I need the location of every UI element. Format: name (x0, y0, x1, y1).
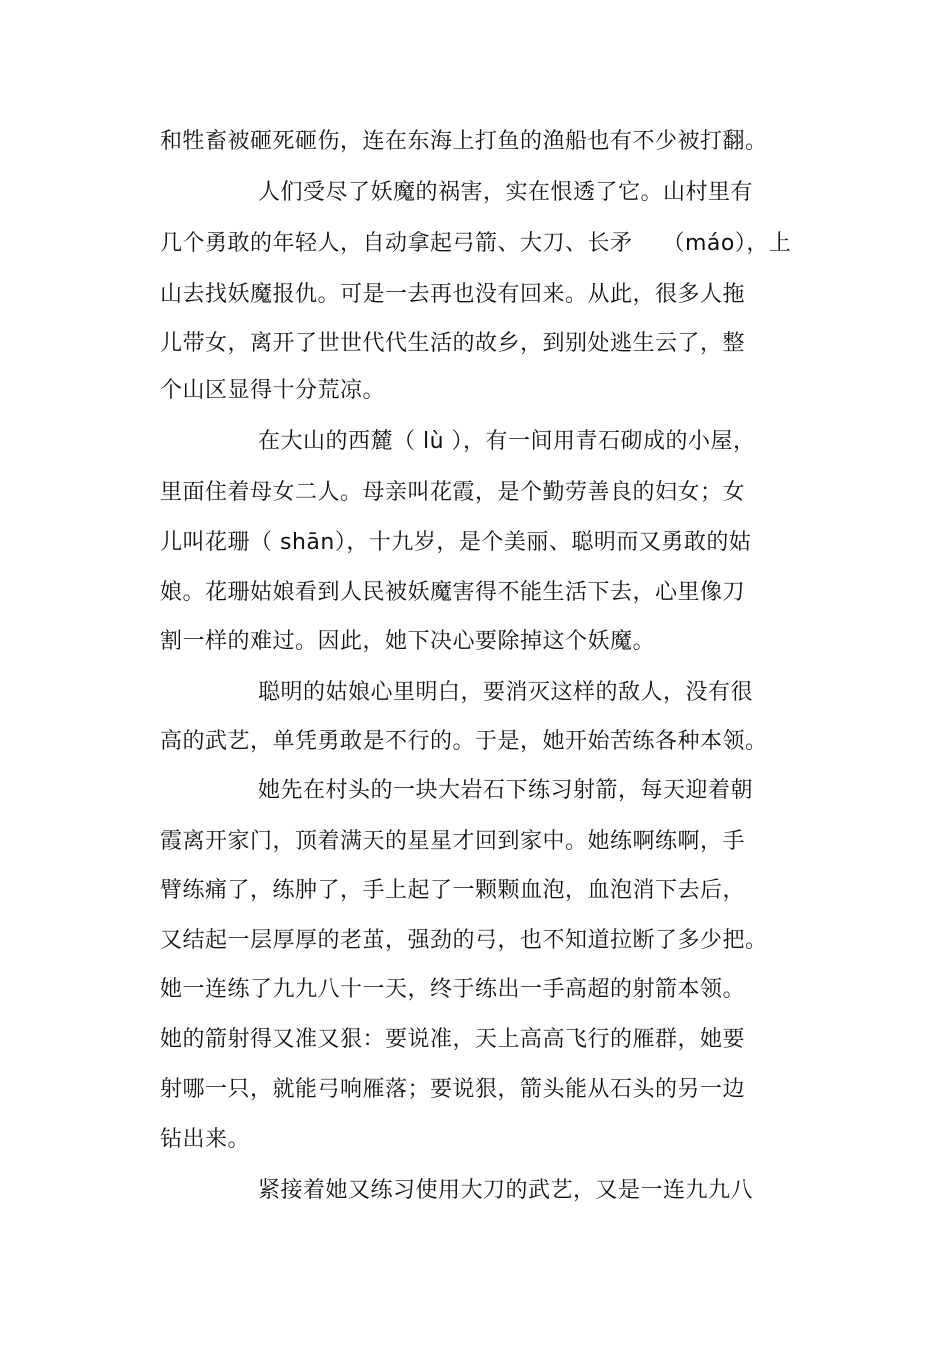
text-line: 娘。花珊姑娘看到人民被妖魔害得不能生活下去，心里像刀 (160, 580, 746, 605)
text-line: 她的箭射得又准又狠：要说准，天上高高飞行的雁群，她要 (160, 1027, 746, 1052)
text-line: 和牲畜被砸死砸伤，连在东海上打鱼的渔船也有不少被打翻。 (160, 129, 768, 154)
paragraph-start-line: 紧接着她又练习使用大刀的武艺，又是一连九九八 (258, 1178, 754, 1203)
text-line: 割一样的难过。因此，她下决心要除掉这个妖魔。 (160, 629, 656, 654)
text-line: 又结起一层厚厚的老茧，强劲的弓，也不知道拉断了多少把。 (160, 928, 768, 953)
text-line: 霞离开家门，顶着满天的星星才回到家中。她练啊练啊，手 (160, 829, 746, 854)
text-line: 几个勇敢的年轻人，自动拿起弓箭、大刀、长矛 （máo），上 (160, 231, 792, 256)
text-line: 儿带女，离开了世世代代生活的故乡，到别处逃生云了，整 (160, 331, 746, 356)
text-line: 高的武艺，单凭勇敢是不行的。于是，她开始苦练各种本领。 (160, 729, 768, 754)
paragraph-start-line: 人们受尽了妖魔的祸害，实在恨透了它。山村里有 (258, 180, 754, 205)
text-line: 臂练痛了，练肿了，手上起了一颗颗血泡，血泡消下去后， (160, 878, 746, 903)
paragraph-start-line: 聪明的姑娘心里明白，要消灭这样的敌人，没有很 (258, 680, 754, 705)
text-line: 个山区显得十分荒凉。 (160, 378, 386, 403)
text-line: 钻出来。 (160, 1127, 251, 1152)
text-line: 山去找妖魔报仇。可是一去再也没有回来。从此，很多人拖 (160, 282, 746, 307)
text-line: 儿叫花珊（ shān），十九岁，是个美丽、聪明而又勇敢的姑 (160, 530, 752, 555)
text-line: 里面住着母女二人。母亲叫花霞，是个勤劳善良的妇女；女 (160, 480, 746, 505)
paragraph-start-line: 她先在村头的一块大岩石下练习射箭，每天迎着朝 (258, 778, 754, 803)
text-line: 射哪一只，就能弓响雁落；要说狠，箭头能从石头的另一边 (160, 1077, 746, 1102)
paragraph-start-line: 在大山的西麓（ lù ），有一间用青石砌成的小屋， (258, 429, 756, 454)
text-line: 她一连练了九九八十一天，终于练出一手高超的射箭本领。 (160, 977, 746, 1002)
